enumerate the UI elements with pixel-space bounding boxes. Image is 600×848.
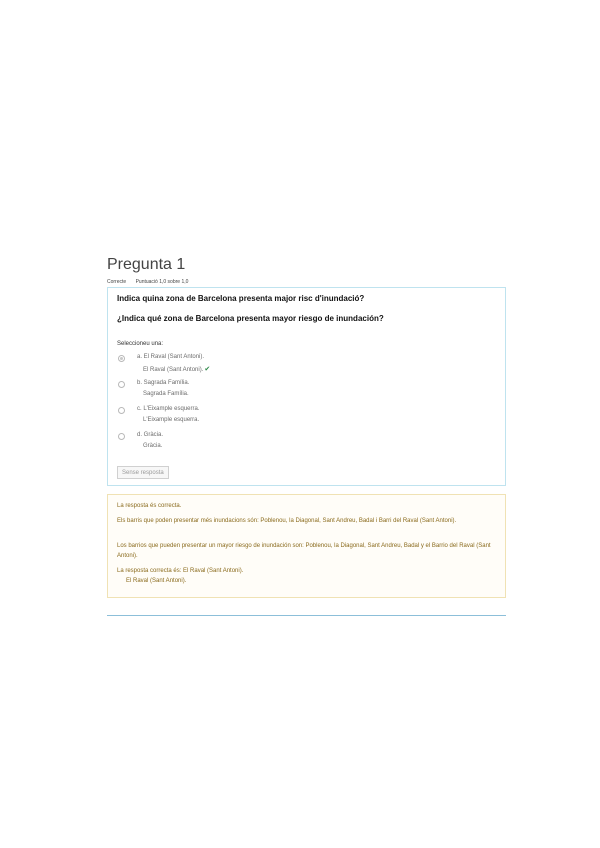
answer-label-b: b. Sagrada Família. [137, 380, 190, 386]
question-text-catalan: Indica quina zona de Barcelona presenta major risc d'inundació? [117, 294, 365, 303]
feedback-right-answer: La resposta correcta és: El Raval (Sant Antoni). [117, 568, 244, 574]
radio-button-c[interactable] [118, 407, 125, 414]
answer-sublabel-c: L'Eixample esquerra. [143, 417, 200, 423]
question-title: Pregunta 1 [107, 256, 186, 273]
check-answer-button[interactable]: Sense resposta [117, 466, 169, 479]
section-divider [107, 615, 506, 616]
question-info [107, 279, 196, 285]
radio-button-d[interactable] [118, 433, 125, 440]
answer-option-a[interactable] [118, 354, 418, 378]
answer-prompt: Seleccioneu una: [117, 341, 164, 347]
radio-button-b[interactable] [118, 381, 125, 388]
feedback-explanation-catalan: Els barris que poden presentar més inundacions són: Poblenou, la Diagonal, Sant Andreu, Badal i Barri del Raval (Sant Antoni). [117, 518, 457, 524]
question-status: Correcte [107, 279, 127, 285]
answer-sublabel-b: Sagrada Família. [143, 391, 189, 397]
question-score: Puntuació 1,0 sobre 1,0 [135, 279, 189, 285]
answer-sublabel-a [143, 365, 210, 373]
answer-sublabel-d: Gràcia. [143, 443, 163, 449]
answer-option-c[interactable] [118, 406, 418, 430]
answer-option-b[interactable] [118, 380, 418, 404]
answer-sublabel-a-text: El Raval (Sant Antoni). [143, 367, 204, 373]
check-icon: ✔ [204, 365, 211, 373]
feedback-panel [107, 494, 506, 598]
feedback-explanation-spanish: Los barrios que pueden presentar un mayor riesgo de inundación son: Poblenou, la Diagonal, Sant Andreu, Badal y el Barrio del Raval (Sant Antoni). [117, 543, 491, 559]
answer-option-d[interactable] [118, 432, 418, 456]
answer-label-a: a. El Raval (Sant Antoni). [137, 354, 205, 360]
question-content [107, 287, 506, 486]
feedback-correct-message: La resposta és correcta. [117, 503, 182, 509]
feedback-right-answer-sub: El Raval (Sant Antoni). [126, 578, 187, 584]
question-text-spanish: ¿Indica qué zona de Barcelona presenta mayor riesgo de inundación? [117, 314, 384, 323]
radio-button-a[interactable] [118, 355, 125, 362]
answer-label-c: c. L'Eixample esquerra. [137, 406, 200, 412]
answer-label-d: d. Gràcia. [137, 432, 164, 438]
